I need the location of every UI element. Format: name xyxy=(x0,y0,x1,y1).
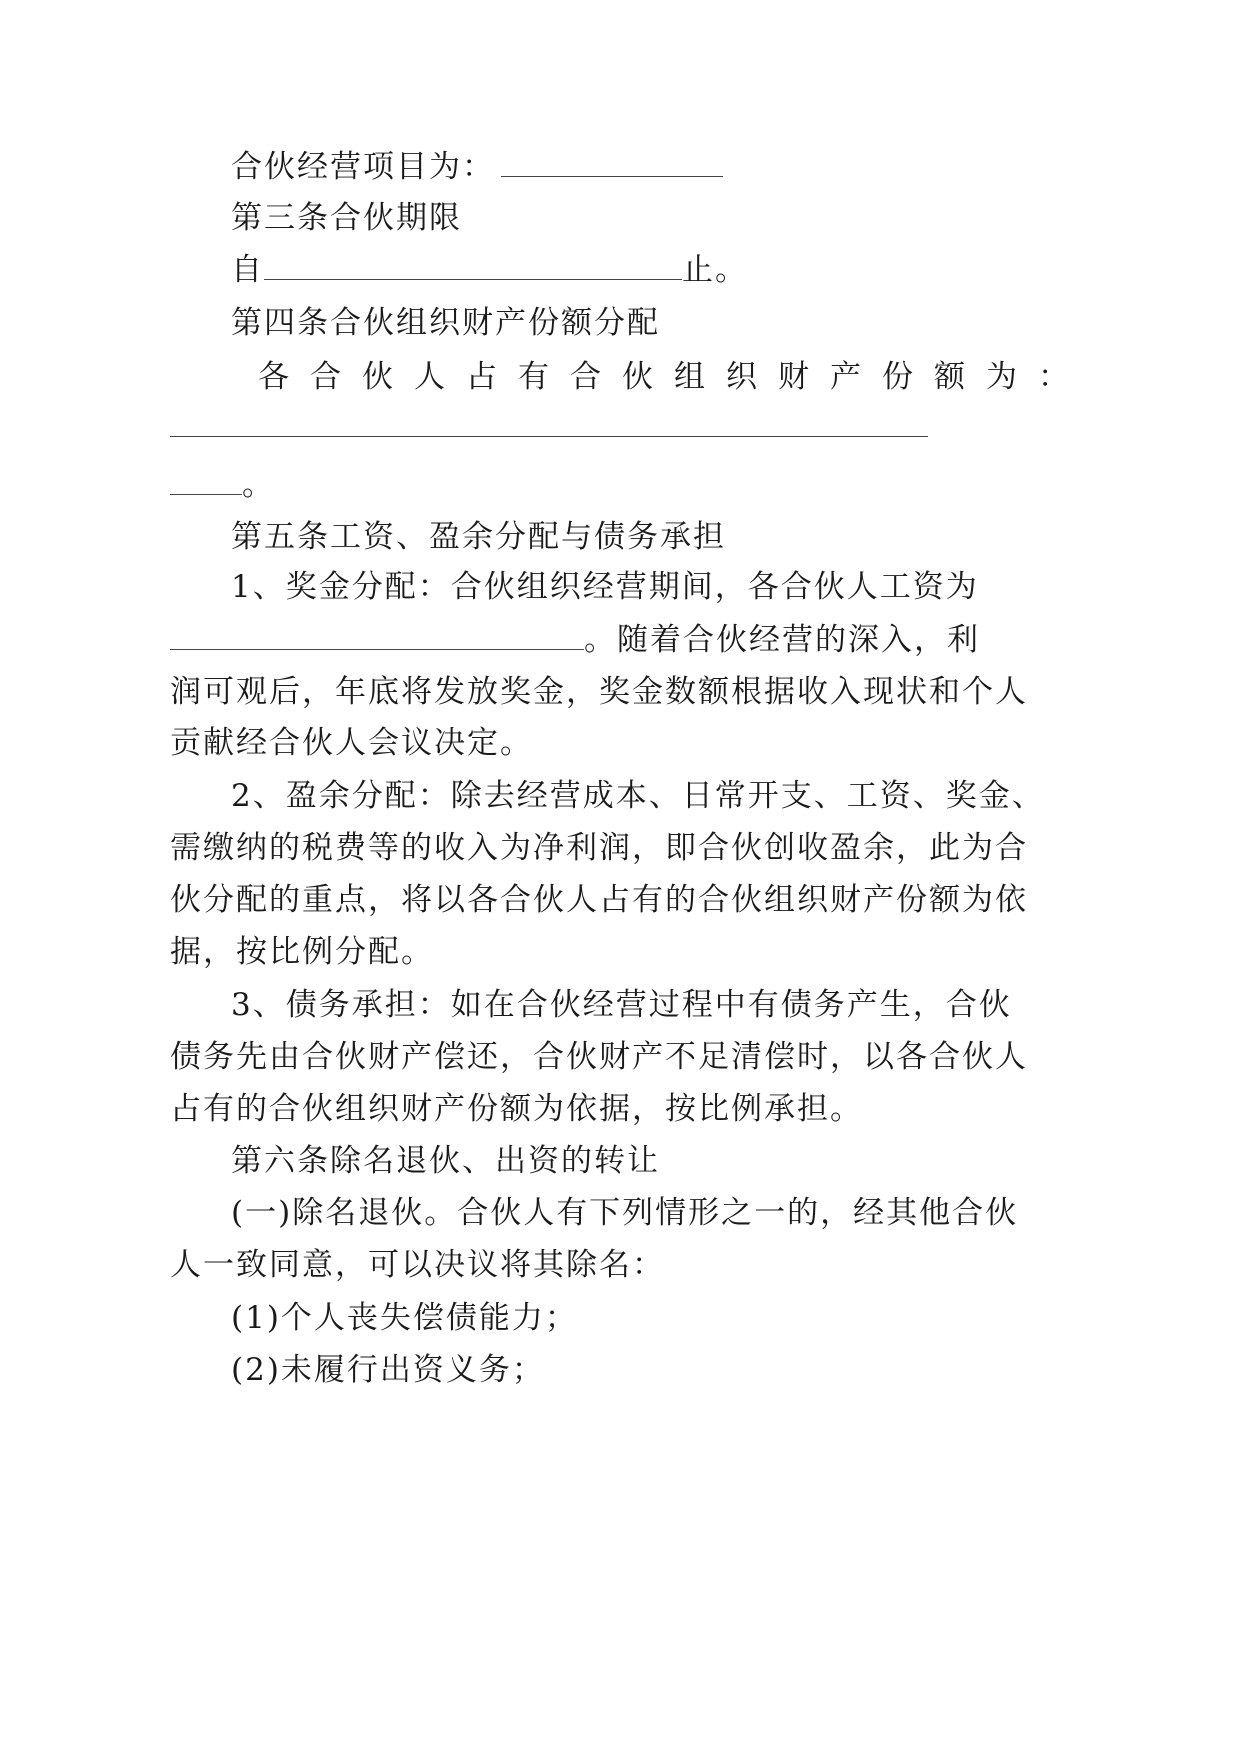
expulsion-condition-2: (2)未履行出资义务； xyxy=(231,1352,545,1388)
share-allocation-end-line xyxy=(170,465,275,505)
bonus-paragraph-line-4: 贡献经合伙人会议决定。 xyxy=(170,725,533,761)
share-allocation-blank xyxy=(170,436,928,437)
article-5-heading: 第五条工资、盈余分配与债务承担 xyxy=(231,519,726,555)
business-item-label: 合伙经营项目为： xyxy=(231,149,495,185)
term-line xyxy=(231,250,748,290)
share-allocation-blank-tail xyxy=(170,468,242,495)
term-blank xyxy=(264,253,682,280)
article-4-heading: 第四条合伙组织财产份额分配 xyxy=(231,305,660,341)
article-6-heading: 第六条除名退伙、出资的转让 xyxy=(231,1143,660,1179)
bonus-paragraph-line-2-text: 。随着合伙经营的深入，利 xyxy=(584,622,980,658)
bonus-paragraph-line-3: 润可观后，年底将发放奖金，奖金数额根据收入现状和个人 xyxy=(170,674,1028,710)
bonus-paragraph-line-2 xyxy=(170,620,980,660)
salary-blank xyxy=(170,623,584,650)
surplus-paragraph-line-1: 2、盈余分配：除去经营成本、日常开支、工资、奖金、 xyxy=(231,778,1045,814)
expulsion-condition-1: (1)个人丧失偿债能力； xyxy=(231,1300,578,1336)
surplus-paragraph-line-3: 伙分配的重点，将以各合伙人占有的合伙组织财产份额为依 xyxy=(170,882,1028,918)
surplus-paragraph-line-2: 需缴纳的税费等的收入为净利润，即合伙创收盈余，此为合 xyxy=(170,830,1028,866)
term-from-label: 自 xyxy=(231,252,264,288)
business-item-line xyxy=(231,147,723,187)
expulsion-paragraph-line-2: 人一致同意，可以决议将其除名： xyxy=(170,1247,665,1283)
bonus-paragraph-line-1: 1、奖金分配：合伙组织经营期间，各合伙人工资为 xyxy=(231,569,979,605)
share-allocation-label: 各合伙人占有合伙组织财产份额为： xyxy=(258,359,1090,395)
debt-paragraph-line-2: 债务先由合伙财产偿还，合伙财产不足清偿时，以各合伙人 xyxy=(170,1039,1028,1075)
term-until-label: 止。 xyxy=(682,252,748,288)
surplus-paragraph-line-4: 据，按比例分配。 xyxy=(170,934,434,970)
share-allocation-period: 。 xyxy=(242,467,275,503)
article-3-heading: 第三条合伙期限 xyxy=(231,200,462,236)
business-item-blank xyxy=(501,150,723,177)
expulsion-paragraph-line-1: (一)除名退伙。合伙人有下列情形之一的，经其他合伙 xyxy=(231,1195,1019,1231)
debt-paragraph-line-3: 占有的合伙组织财产份额为依据，按比例承担。 xyxy=(170,1091,863,1127)
debt-paragraph-line-1: 3、债务承担：如在合伙经营过程中有债务产生，合伙 xyxy=(231,987,1012,1023)
